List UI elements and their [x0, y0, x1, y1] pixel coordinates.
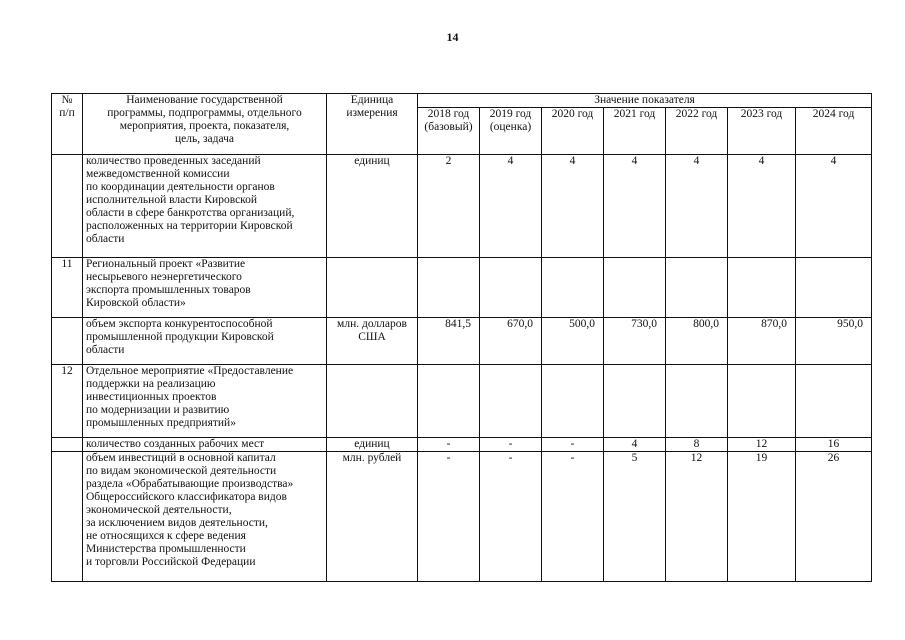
row-value-2020	[542, 365, 604, 438]
row-value-2023: 19	[728, 452, 796, 582]
row-unit: млн. рублей	[327, 452, 418, 582]
row-value-2022	[666, 365, 728, 438]
row-value-2024	[796, 365, 872, 438]
row-name: количество проведенных заседаний межведомственной комиссии по координации деятельности органов исполнительной власти Кировской области в сфере банкротства организаций, расположенных на территории Кировской области	[83, 155, 327, 258]
table-body	[52, 155, 872, 582]
row-value-2021: 4	[604, 438, 666, 452]
header-year-2024: 2024 год	[796, 108, 872, 155]
row-value-2023	[728, 365, 796, 438]
row-value-2021: 4	[604, 155, 666, 258]
table-row	[52, 452, 872, 582]
table-row	[52, 155, 872, 258]
row-value-2022: 8	[666, 438, 728, 452]
table-row	[52, 258, 872, 318]
row-value-2024: 4	[796, 155, 872, 258]
header-year-2020: 2020 год	[542, 108, 604, 155]
row-number	[52, 318, 83, 365]
table-header	[52, 94, 872, 155]
row-value-2020: 4	[542, 155, 604, 258]
table-row	[52, 438, 872, 452]
row-value-2018	[418, 258, 480, 318]
table-row	[52, 365, 872, 438]
page-number: 14	[446, 30, 459, 44]
row-number	[52, 438, 83, 452]
row-unit	[327, 258, 418, 318]
row-value-2018: -	[418, 438, 480, 452]
row-number: 11	[52, 258, 83, 318]
header-year-2022: 2022 год	[666, 108, 728, 155]
header-unit: Единица измерения	[327, 94, 418, 155]
row-value-2021	[604, 365, 666, 438]
row-unit: единиц	[327, 155, 418, 258]
row-value-2021: 5	[604, 452, 666, 582]
row-value-2024: 26	[796, 452, 872, 582]
row-value-2018	[418, 365, 480, 438]
row-value-2024: 950,0	[796, 318, 872, 365]
row-value-2023: 4	[728, 155, 796, 258]
row-number	[52, 452, 83, 582]
row-value-2019: 670,0	[480, 318, 542, 365]
row-value-2019: -	[480, 452, 542, 582]
row-value-2018: -	[418, 452, 480, 582]
row-value-2022: 4	[666, 155, 728, 258]
row-value-2018: 841,5	[418, 318, 480, 365]
header-row-top	[52, 94, 872, 108]
header-year-2018: 2018 год (базовый)	[418, 108, 480, 155]
row-value-2021: 730,0	[604, 318, 666, 365]
row-name: Региональный проект «Развитие несырьевого неэнергетического экспорта промышленных товаров Кировской области»	[83, 258, 327, 318]
row-name: количество созданных рабочих мест	[83, 438, 327, 452]
row-value-2019: 4	[480, 155, 542, 258]
row-value-2022: 800,0	[666, 318, 728, 365]
row-value-2023: 870,0	[728, 318, 796, 365]
row-number: 12	[52, 365, 83, 438]
row-name: Отдельное мероприятие «Предоставление поддержки на реализацию инвестиционных проектов по модернизации и развитию промышленных предприятий»	[83, 365, 327, 438]
row-value-2019	[480, 258, 542, 318]
row-unit: единиц	[327, 438, 418, 452]
row-value-2023: 12	[728, 438, 796, 452]
row-unit	[327, 365, 418, 438]
row-value-2022	[666, 258, 728, 318]
row-value-2020	[542, 258, 604, 318]
row-value-2018: 2	[418, 155, 480, 258]
row-value-2021	[604, 258, 666, 318]
row-value-2022: 12	[666, 452, 728, 582]
row-unit: млн. долларов США	[327, 318, 418, 365]
row-value-2019: -	[480, 438, 542, 452]
header-year-2023: 2023 год	[728, 108, 796, 155]
header-name: Наименование государственной программы, подпрограммы, отдельного мероприятия, проекта, показателя, цель, задача	[83, 94, 327, 155]
row-value-2020: 500,0	[542, 318, 604, 365]
row-value-2020: -	[542, 452, 604, 582]
row-number	[52, 155, 83, 258]
header-values-group: Значение показателя	[418, 94, 872, 108]
header-num: № п/п	[52, 94, 83, 155]
row-value-2024: 16	[796, 438, 872, 452]
indicator-table	[51, 93, 872, 582]
row-name: объем инвестиций в основной капитал по видам экономической деятельности раздела «Обрабатывающие производства» Общероссийского классификатора видов экономической деятельности, за исключением видов деятельности, не относящихся к сфере ведения Министерства промышленности и торговли Российской Федерации	[83, 452, 327, 582]
row-value-2020: -	[542, 438, 604, 452]
header-year-2019: 2019 год (оценка)	[480, 108, 542, 155]
header-year-2021: 2021 год	[604, 108, 666, 155]
row-value-2019	[480, 365, 542, 438]
table-row	[52, 318, 872, 365]
row-value-2024	[796, 258, 872, 318]
row-value-2023	[728, 258, 796, 318]
row-name: объем экспорта конкурентоспособной промышленной продукции Кировской области	[83, 318, 327, 365]
